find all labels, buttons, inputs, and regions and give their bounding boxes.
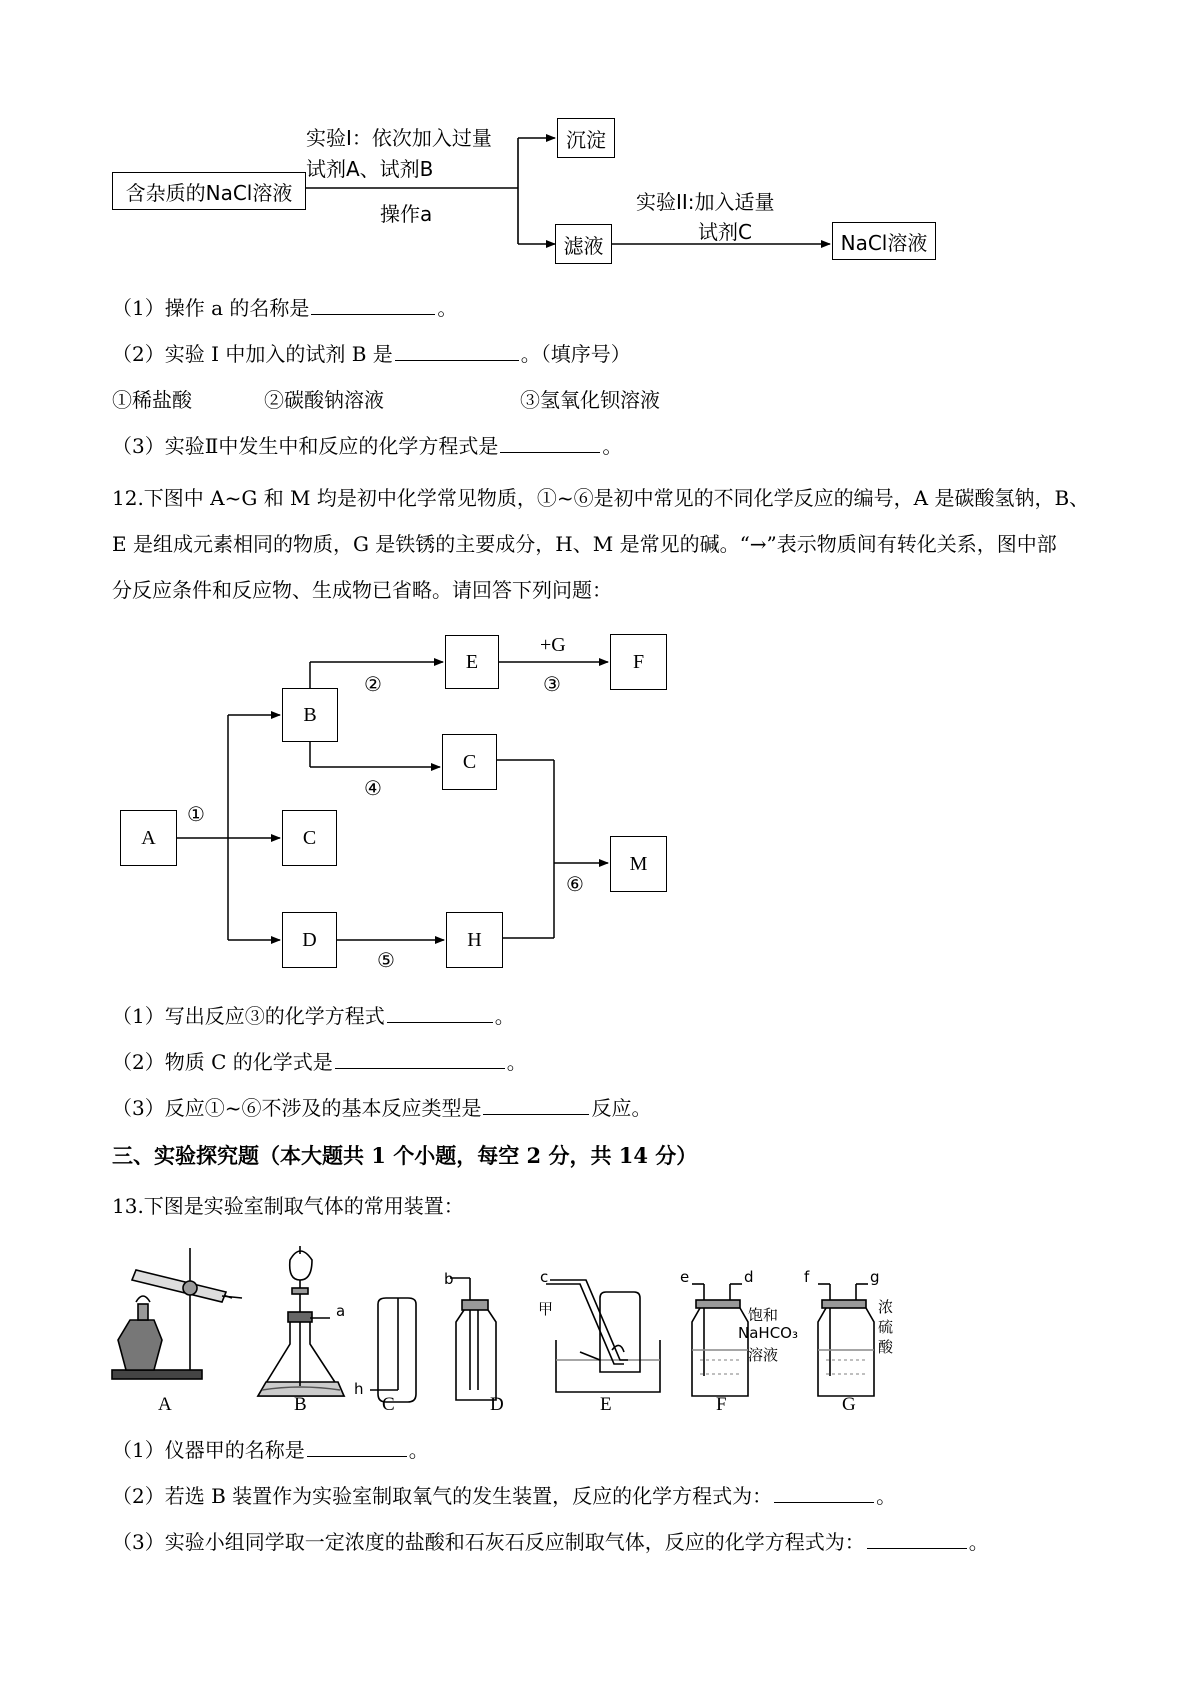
q12-part2-text: （2）物质 C 的化学式是 bbox=[112, 1050, 333, 1074]
reaction-label-5: ⑤ bbox=[377, 950, 395, 972]
q12-part3-text: （3）反应①~⑥不涉及的基本反应类型是 bbox=[112, 1096, 482, 1120]
apparatus-d bbox=[450, 1278, 496, 1400]
apparatus-drawings bbox=[0, 1240, 1200, 1420]
exp1-label-line1: 实验I：依次加入过量 bbox=[306, 126, 492, 150]
answer-blank[interactable] bbox=[774, 1482, 874, 1503]
f-solution-label-2: NaHCO₃ bbox=[738, 1324, 798, 1342]
mark-d: d bbox=[744, 1268, 754, 1286]
q11-option-1: ①稀盐酸 bbox=[112, 388, 192, 412]
reaction-label-4: ④ bbox=[364, 778, 382, 800]
q13-part2-end: 。 bbox=[876, 1484, 897, 1508]
f-solution-label-3: 溶液 bbox=[748, 1346, 779, 1364]
answer-blank[interactable] bbox=[867, 1528, 967, 1549]
q12-stem-line3: 分反应条件和反应物、生成物已省略。请回答下列问题： bbox=[112, 578, 612, 602]
node-B: B bbox=[282, 688, 338, 742]
f-solution-label-1: 饱和 bbox=[748, 1306, 779, 1324]
node-C-lower: C bbox=[282, 810, 337, 866]
mark-jia: 甲 bbox=[538, 1300, 554, 1318]
node-M: M bbox=[610, 836, 667, 892]
reaction-label-1: ① bbox=[187, 804, 205, 826]
apparatus-label-f: F bbox=[716, 1394, 727, 1415]
q11-part1-end: 。 bbox=[437, 296, 458, 320]
q12-part1 bbox=[112, 1002, 515, 1030]
flow-start-box: 含杂质的NaCl溶液 bbox=[112, 172, 306, 210]
q12-part1-end: 。 bbox=[494, 1004, 515, 1028]
q13-part2-text: （2）若选 B 装置作为实验室制取氧气的发生装置，反应的化学方程式为： bbox=[112, 1484, 773, 1508]
q13-part1 bbox=[112, 1436, 429, 1464]
plus-g-label: +G bbox=[540, 634, 566, 656]
q13-part3-end: 。 bbox=[968, 1530, 989, 1554]
node-H: H bbox=[446, 912, 503, 968]
q12-part2 bbox=[112, 1048, 527, 1076]
answer-blank[interactable] bbox=[500, 432, 600, 453]
node-A: A bbox=[120, 810, 177, 866]
q13-intro: 13.下图是实验室制取气体的常用装置： bbox=[112, 1194, 464, 1218]
exp1-label-line2: 试剂A、试剂B bbox=[306, 157, 434, 181]
apparatus-g bbox=[818, 1284, 874, 1396]
mark-a: a bbox=[336, 1302, 346, 1320]
exp2-label-line2: 试剂C bbox=[698, 220, 752, 244]
answer-blank[interactable] bbox=[335, 1048, 505, 1069]
q13-part1-end: 。 bbox=[408, 1438, 429, 1462]
node-E: E bbox=[445, 635, 499, 689]
q12-part2-end: 。 bbox=[506, 1050, 527, 1074]
q11-part2 bbox=[112, 340, 631, 368]
section-3-heading: 三、实验探究题（本大题共 1 个小题，每空 2 分，共 14 分） bbox=[112, 1143, 698, 1168]
g-acid-label-1: 浓 bbox=[878, 1298, 894, 1316]
apparatus-label-a: A bbox=[158, 1394, 172, 1415]
reaction-diagram bbox=[0, 620, 1200, 980]
q13-part3-text: （3）实验小组同学取一定浓度的盐酸和石灰石反应制取气体，反应的化学方程式为： bbox=[112, 1530, 865, 1554]
q13-part3 bbox=[112, 1528, 989, 1556]
answer-blank[interactable] bbox=[307, 1436, 407, 1457]
apparatus-b bbox=[258, 1246, 344, 1396]
q12-part3 bbox=[112, 1094, 651, 1122]
apparatus-label-g: G bbox=[842, 1394, 856, 1415]
apparatus-e bbox=[546, 1280, 660, 1392]
node-D: D bbox=[282, 912, 337, 968]
g-acid-label-3: 酸 bbox=[878, 1338, 894, 1356]
q11-part1-text: （1）操作 a 的名称是 bbox=[112, 296, 310, 320]
node-C-upper: C bbox=[442, 734, 497, 790]
g-acid-label-2: 硫 bbox=[878, 1318, 894, 1336]
q11-part2-end: 。（填序号） bbox=[520, 342, 631, 366]
apparatus-label-d: D bbox=[490, 1394, 504, 1415]
q11-part1 bbox=[112, 294, 457, 322]
q12-stem-line2: E 是组成元素相同的物质，G 是铁锈的主要成分，H、M 是常见的碱。“→”表示物质间有转化关系，图中部 bbox=[112, 532, 1057, 556]
reaction-label-3: ③ bbox=[543, 674, 561, 696]
answer-blank[interactable] bbox=[483, 1094, 589, 1115]
mark-h: h bbox=[354, 1380, 364, 1398]
q11-part3-text: （3）实验Ⅱ中发生中和反应的化学方程式是 bbox=[112, 434, 499, 458]
mark-f: f bbox=[804, 1268, 810, 1286]
reaction-label-2: ② bbox=[364, 674, 382, 696]
precipitate-box: 沉淀 bbox=[557, 118, 615, 158]
reaction-diagram-lines bbox=[0, 620, 1200, 980]
apparatus-label-b: B bbox=[294, 1394, 307, 1415]
mark-g: g bbox=[870, 1268, 880, 1286]
mark-b: b bbox=[444, 1270, 454, 1288]
q11-option-3: ③氢氧化钡溶液 bbox=[520, 388, 660, 412]
apparatus-diagram bbox=[0, 1240, 1200, 1420]
q12-stem-line1: 12.下图中 A~G 和 M 均是初中化学常见物质，①~⑥是初中常见的不同化学反应的编号，A 是碳酸氢钠，B、 bbox=[112, 486, 1090, 510]
op-a-label: 操作a bbox=[380, 202, 433, 226]
q11-part3 bbox=[112, 432, 622, 460]
exp2-label-line1: 实验II:加入适量 bbox=[636, 190, 775, 214]
apparatus-c bbox=[370, 1298, 416, 1402]
flow-diagram-1 bbox=[0, 0, 1200, 270]
q12-part3-end: 反应。 bbox=[591, 1096, 652, 1120]
answer-blank[interactable] bbox=[387, 1002, 493, 1023]
reaction-label-6: ⑥ bbox=[566, 874, 584, 896]
q11-part3-end: 。 bbox=[602, 434, 623, 458]
node-F: F bbox=[610, 634, 667, 690]
apparatus-label-c: C bbox=[382, 1394, 395, 1415]
q13-part1-text: （1）仪器甲的名称是 bbox=[112, 1438, 305, 1462]
q11-option-2: ②碳酸钠溶液 bbox=[264, 388, 384, 412]
q12-part1-text: （1）写出反应③的化学方程式 bbox=[112, 1004, 385, 1028]
nacl-solution-box: NaCl溶液 bbox=[832, 222, 936, 260]
mark-e: e bbox=[680, 1268, 690, 1286]
mark-c: c bbox=[540, 1268, 549, 1286]
filtrate-box: 滤液 bbox=[555, 224, 612, 264]
q11-part2-text: （2）实验 I 中加入的试剂 B 是 bbox=[112, 342, 393, 366]
apparatus-label-e: E bbox=[600, 1394, 612, 1415]
answer-blank[interactable] bbox=[311, 294, 435, 315]
answer-blank[interactable] bbox=[395, 340, 519, 361]
apparatus-a bbox=[112, 1248, 242, 1379]
q13-part2 bbox=[112, 1482, 896, 1510]
